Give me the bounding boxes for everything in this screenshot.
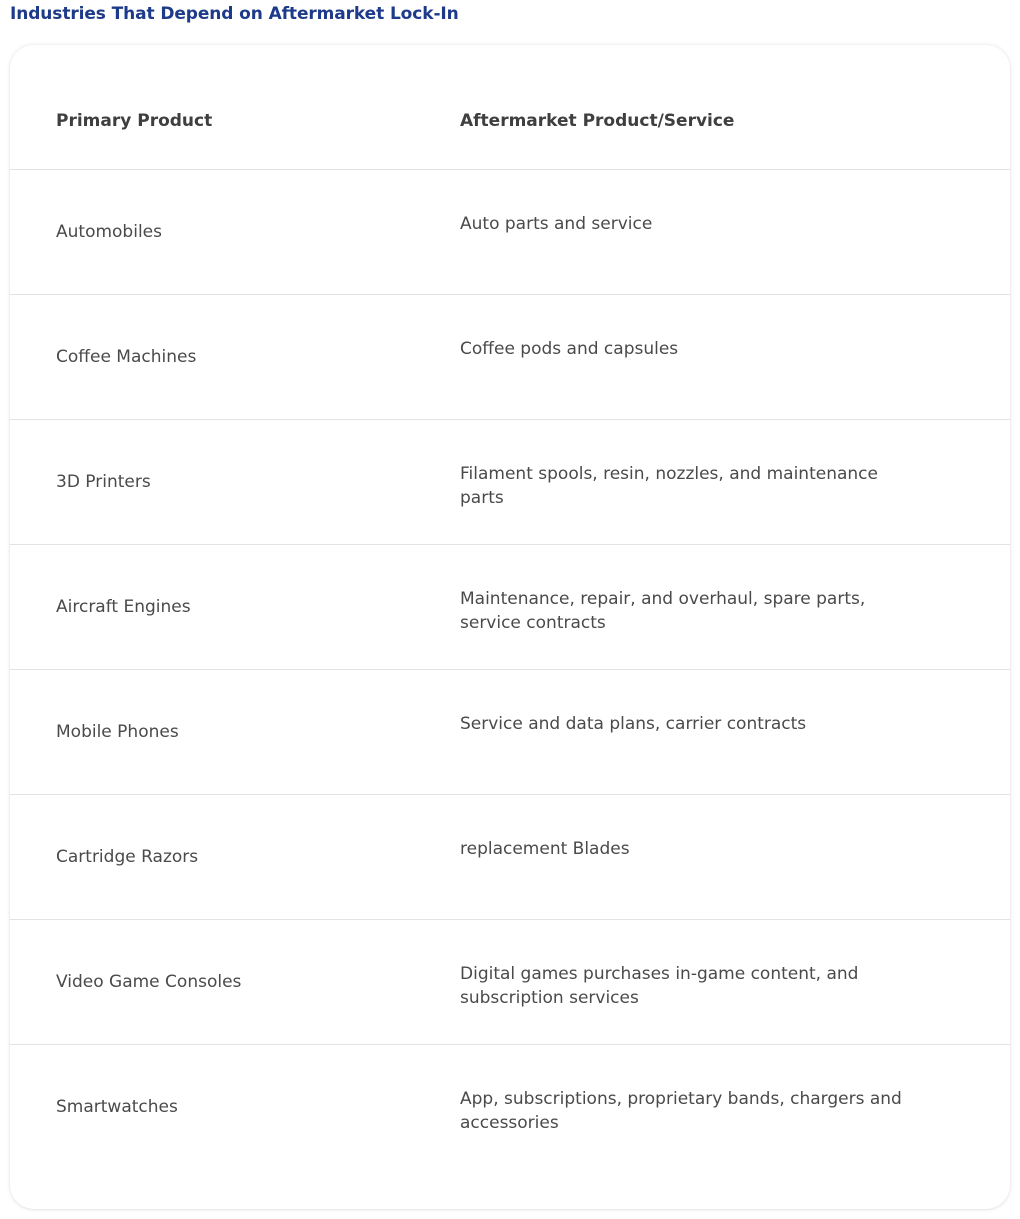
aftermarket-cell: Service and data plans, carrier contracts [460,714,807,734]
primary-product-cell: Cartridge Razors [56,847,199,867]
primary-product-cell: Automobiles [56,222,162,242]
table-row [10,295,1010,420]
table-row [10,1045,1010,1170]
table-row [10,545,1010,670]
primary-product-cell: Video Game Consoles [56,972,242,992]
aftermarket-cell: replacement Blades [460,839,630,859]
primary-product-cell: Aircraft Engines [56,597,191,617]
aftermarket-cell: App, subscriptions, proprietary bands, chargers and accessories [460,1089,902,1133]
table-header-row [10,45,1010,170]
aftermarket-cell: Maintenance, repair, and overhaul, spare parts, service contracts [460,589,866,633]
column-header-primary-product: Primary Product [56,111,213,131]
page-title: Industries That Depend on Aftermarket Lock-In [10,4,459,24]
aftermarket-cell: Digital games purchases in-game content, and subscription services [460,964,859,1008]
aftermarket-cell: Coffee pods and capsules [460,339,679,359]
primary-product-cell: 3D Printers [56,472,151,492]
column-header-aftermarket: Aftermarket Product/Service [460,111,735,131]
primary-product-cell: Smartwatches [56,1097,178,1117]
table-row [10,170,1010,295]
table-card [10,45,1010,1209]
aftermarket-cell: Filament spools, resin, nozzles, and maintenance parts [460,464,878,508]
primary-product-cell: Coffee Machines [56,347,197,367]
table-row [10,670,1010,795]
aftermarket-cell: Auto parts and service [460,214,653,234]
table-row [10,795,1010,920]
table-row [10,420,1010,545]
table-row [10,920,1010,1045]
primary-product-cell: Mobile Phones [56,722,179,742]
